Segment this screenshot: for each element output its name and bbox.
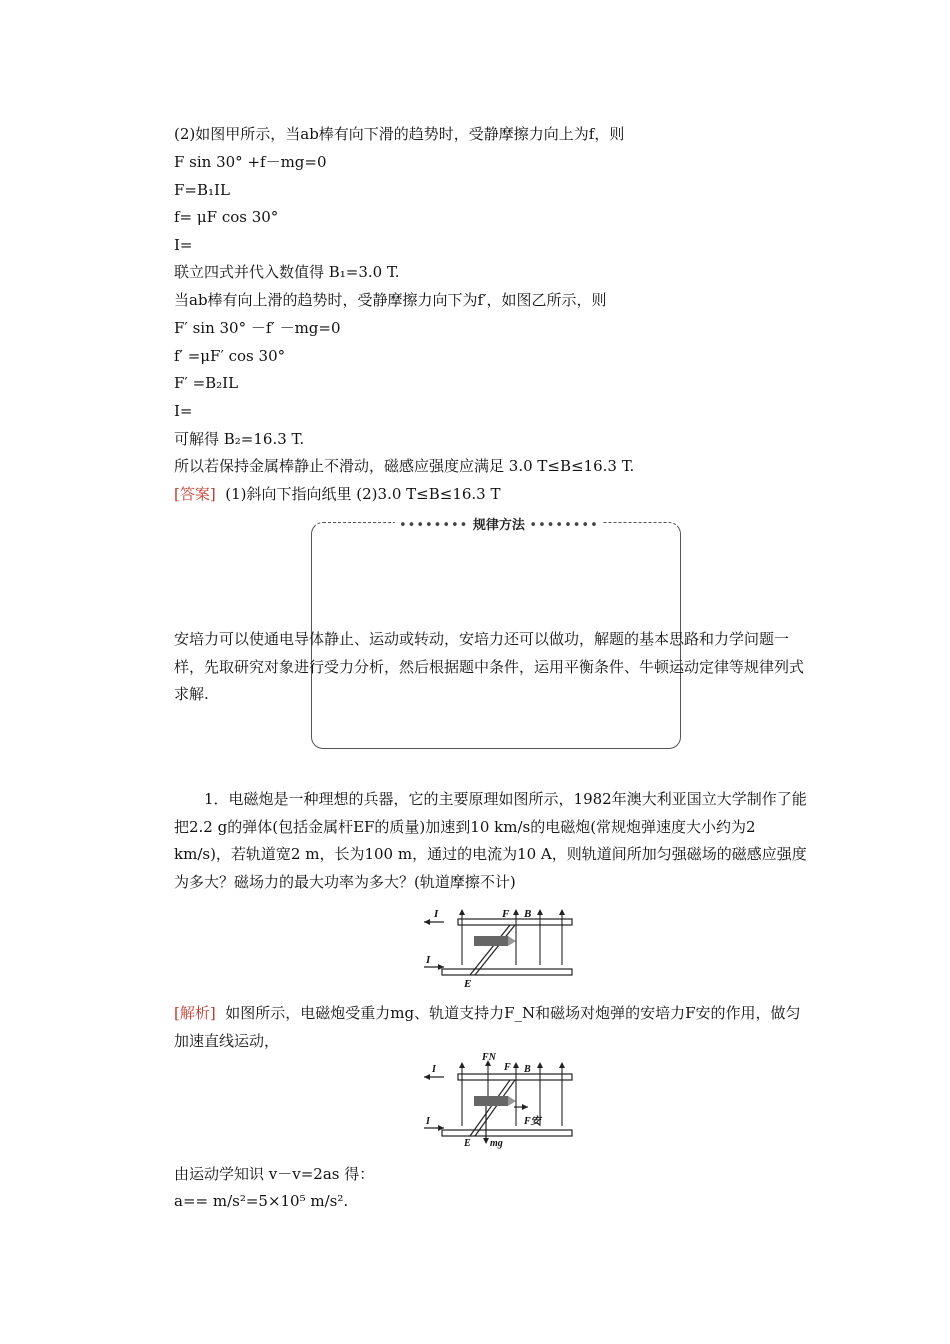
solution-line: 当ab棒有向上滑的趋势时，受静摩擦力向下为f′，如图乙所示，则 — [174, 291, 607, 309]
solution-line: 可解得 B₂=16.3 T. — [174, 430, 305, 448]
equation-line: F′ sin 30° －f′ －mg=0 — [174, 319, 341, 337]
method-box-title — [395, 514, 603, 533]
answer-tag: [答案] — [174, 485, 216, 503]
equation-line: F′ =B₂IL — [174, 374, 239, 392]
equation-line: a== m/s²=5×10⁵ m/s². — [174, 1192, 349, 1210]
label-E: E — [464, 1138, 471, 1149]
label-F: F — [502, 908, 510, 920]
solution-line: 联立四式并代入数值得 B₁=3.0 T. — [174, 263, 400, 281]
analysis-text: [解析] 如图所示，电磁炮受重力mg、轨道支持力F_N和磁场对炮弹的安培力F安的作用，做匀加速直线运动， — [174, 1004, 801, 1050]
equation-line: F=B₁IL — [174, 181, 230, 199]
equation-line: f′ =μF′ cos 30° — [174, 347, 286, 365]
method-text: 安培力可以使通电导体静止、运动或转动，安培力还可以做功，解题的基本思路和力学问题一样，先取研究对象进行受力分析，然后根据题中条件，运用平衡条件、牛顿运动定律等规律列式求解. — [174, 630, 805, 703]
equation-line: f= μF cos 30° — [174, 208, 279, 226]
equation-line: I= — [174, 402, 193, 420]
railgun-force-figure — [420, 1052, 580, 1147]
label-I: I — [426, 1116, 430, 1127]
solution-line: (2)如图甲所示，当ab棒有向下滑的趋势时，受静摩擦力向上为f，则 — [174, 125, 625, 143]
label-F-an: F安 — [524, 1116, 541, 1127]
label-F: F — [504, 1062, 511, 1073]
answer-line — [174, 484, 501, 504]
label-I: I — [432, 1064, 436, 1075]
title-dots-left: •••••••• — [399, 518, 469, 533]
problem-text: 1．电磁炮是一种理想的兵器，它的主要原理如图所示，1982年澳大利亚国立大学制作了能把2.2 g的弹体(包括金属杆EF的质量)加速到10 km/s的电磁炮(常规炮弹速度大小约为2 km/s)，若轨道宽2 m，长为100 m，通过的电流为10 A，则轨道间所加匀强磁场的磁感应强度为多大？磁场力的最大功率为多大？(轨道摩擦不计) — [174, 790, 807, 891]
label-I: I — [434, 908, 439, 920]
solution-line: 由运动学知识 v－v=2as 得： — [174, 1165, 375, 1183]
railgun-figure — [420, 905, 580, 990]
label-B: B — [524, 1064, 531, 1075]
label-B: B — [524, 908, 532, 920]
solution-line: 所以若保持金属棒静止不滑动，磁感应强度应满足 3.0 T≤B≤16.3 T. — [174, 457, 635, 475]
answer-text: (1)斜向下指向纸里 (2)3.0 T≤B≤16.3 T — [225, 485, 501, 503]
title-dots-right: •••••••• — [529, 518, 599, 533]
equation-line: I= — [174, 236, 193, 254]
label-E: E — [464, 978, 472, 990]
equation-line: F sin 30° +f－mg=0 — [174, 153, 327, 171]
label-FN: FN — [482, 1052, 496, 1063]
analysis-tag: [解析] — [174, 1004, 216, 1022]
label-mg: mg — [490, 1138, 503, 1149]
label-I: I — [426, 954, 431, 966]
method-title-text: 规律方法 — [472, 518, 525, 533]
